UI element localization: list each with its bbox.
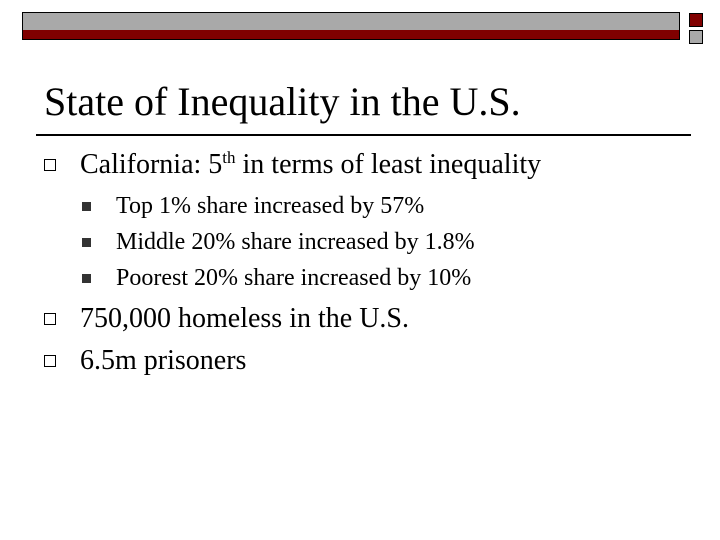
solid-square-bullet-icon bbox=[82, 238, 91, 247]
sub-bullet-text: Middle 20% share increased by 1.8% bbox=[116, 229, 475, 255]
title-underline bbox=[36, 134, 691, 136]
bullet-text-before: California: 5 bbox=[80, 149, 223, 180]
hollow-square-bullet-icon bbox=[44, 159, 56, 171]
hollow-square-bullet-icon bbox=[44, 313, 56, 325]
bullet-text bbox=[80, 148, 541, 182]
top-bar-red-band bbox=[23, 30, 679, 39]
bullet-superscript: th bbox=[222, 148, 236, 167]
corner-red-square bbox=[689, 13, 703, 27]
corner-gray-square bbox=[689, 30, 703, 44]
top-decorative-bar bbox=[22, 12, 680, 40]
hollow-square-bullet-icon bbox=[44, 355, 56, 367]
solid-square-bullet-icon bbox=[82, 202, 91, 211]
bullet-text: 750,000 homeless in the U.S. bbox=[80, 303, 409, 334]
sub-bullet-text: Top 1% share increased by 57% bbox=[116, 193, 425, 219]
bullet-text-after: in terms of least inequality bbox=[235, 149, 542, 180]
solid-square-bullet-icon bbox=[82, 274, 91, 283]
slide-title: State of Inequality in the U.S. bbox=[44, 79, 521, 124]
top-bar-gray-band bbox=[23, 13, 679, 30]
sub-bullet-text: Poorest 20% share increased by 10% bbox=[116, 265, 472, 291]
bullet-text: 6.5m prisoners bbox=[80, 345, 247, 376]
